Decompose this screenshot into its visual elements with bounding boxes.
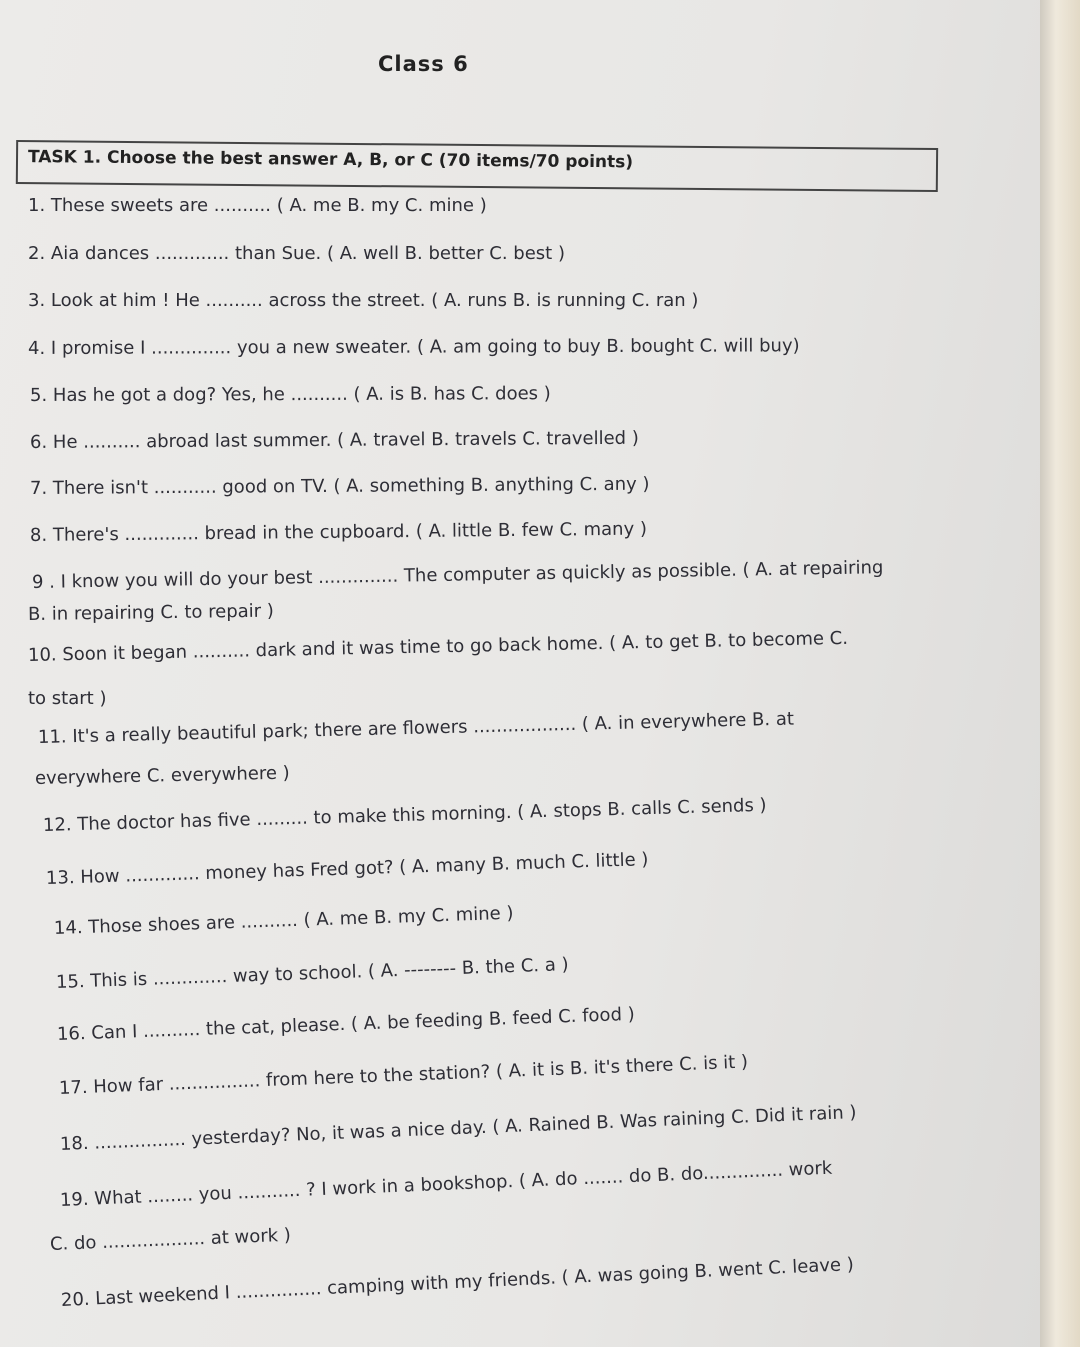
question-10: 10. Soon it began .......... dark and it was time to go back home. ( A. to get B. to become C.: [27, 627, 849, 666]
page-edge-background: [1040, 0, 1080, 1347]
question-11: 11. It's a really beautiful park; there are flowers .................. ( A. in everywhere B. at: [37, 708, 795, 748]
question-2: 2. Aia dances ............. than Sue. ( A. well B. better C. best ): [28, 243, 565, 264]
question-19-continued: C. do .................. at work ): [49, 1224, 292, 1255]
question-11-continued: everywhere C. everywhere ): [34, 762, 290, 789]
question-10-continued: to start ): [28, 688, 107, 709]
question-16: 16. Can I .......... the cat, please. ( A. be feeding B. feed C. food ): [56, 1003, 636, 1045]
question-13: 13. How ............. money has Fred got? ( A. many B. much C. little ): [45, 849, 649, 889]
question-19: 19. What ........ you ........... ? I work in a bookshop. ( A. do ....... do B. do.............. work: [59, 1157, 833, 1211]
question-8: 8. There's ............. bread in the cupboard. ( A. little B. few C. many ): [29, 518, 648, 546]
question-20: 20. Last weekend I ............... camping with my friends. ( A. was going B. went C. leave ): [60, 1254, 855, 1311]
question-4: 4. I promise I .............. you a new sweater. ( A. am going to buy B. bought C. will buy): [27, 335, 800, 359]
question-15: 15. This is ............. way to school. ( A. -------- B. the C. a ): [55, 954, 569, 993]
question-7: 7. There isn't ........... good on TV. ( A. something B. anything C. any ): [29, 473, 650, 499]
question-9: 9 . I know you will do your best .............. The computer as quickly as possible. ( A. at repairing: [31, 557, 884, 593]
question-12: 12. The doctor has five ......... to make this morning. ( A. stops B. calls C. sends ): [42, 794, 767, 836]
question-5: 5. Has he got a dog? Yes, he .......... ( A. is B. has C. does ): [29, 383, 551, 406]
question-9-continued: B. in repairing C. to repair ): [27, 600, 275, 625]
question-18: 18. ................ yesterday? No, it was a nice day. ( A. Rained B. Was raining C. Did it rain ): [59, 1102, 857, 1155]
task-instruction-box: [16, 140, 938, 192]
question-14: 14. Those shoes are .......... ( A. me B. my C. mine ): [53, 902, 514, 939]
question-1: 1. These sweets are .......... ( A. me B. my C. mine ): [28, 195, 487, 216]
question-17: 17. How far ................ from here to the station? ( A. it is B. it's there C. is it ): [58, 1051, 749, 1099]
question-6: 6. He .......... abroad last summer. ( A. travel B. travels C. travelled ): [29, 427, 639, 453]
page-title: Class 6: [378, 52, 469, 76]
question-3: 3. Look at him ! He .......... across the street. ( A. runs B. is running C. ran ): [28, 290, 699, 311]
task-instruction: TASK 1. Choose the best answer A, B, or C (70 items/70 points): [27, 147, 634, 173]
